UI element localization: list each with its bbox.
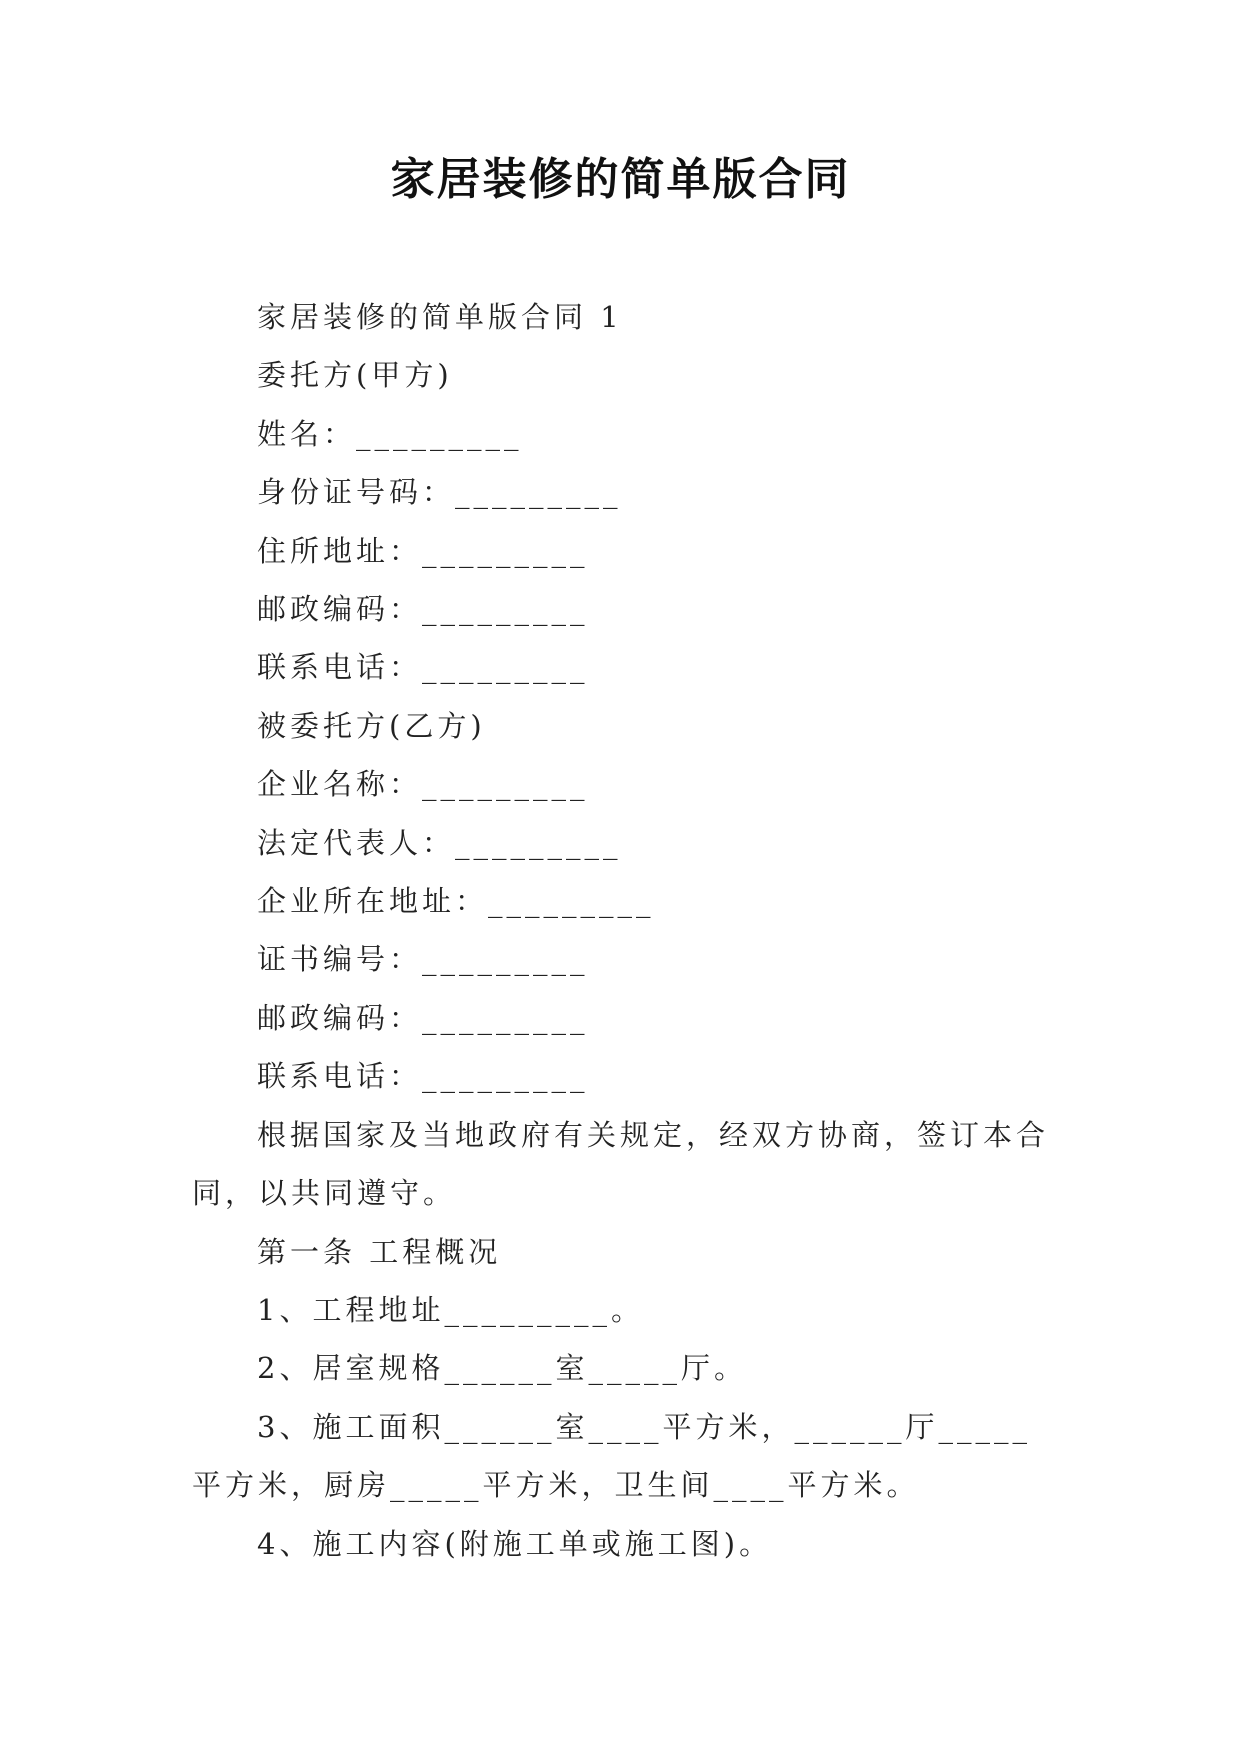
party-b-legal-rep-field: 法定代表人：_________ (257, 825, 622, 860)
document-body (192, 288, 1052, 1573)
room-spec-item: 2、居室规格______室_____厅。 (257, 1351, 747, 1386)
party-a-id-number-field: 身份证号码：_________ (257, 475, 622, 510)
party-b-company-name-field: 企业名称：_________ (257, 767, 589, 802)
party-b-address-field: 企业所在地址：_________ (257, 884, 655, 919)
party-b-phone-field: 联系电话：_________ (257, 1059, 589, 1094)
party-a-postcode-field: 邮政编码：_________ (257, 592, 589, 627)
article-one-heading: 第一条 工程概况 (257, 1234, 502, 1269)
contract-heading: 家居装修的简单版合同 1 (257, 300, 623, 334)
party-b-certificate-field: 证书编号：_________ (257, 942, 589, 977)
construction-content-item: 4、施工内容(附施工单或施工图)。 (257, 1526, 773, 1561)
construction-area-item: 3、施工面积______室____平方米，______厅_____平方米，厨房_____平方米，卫生间____平方米。 (192, 1409, 1031, 1503)
party-a-phone-field: 联系电话：_________ (257, 650, 589, 685)
agreement-paragraph: 根据国家及当地政府有关规定，经双方协商，签订本合同，以共同遵守。 (192, 1117, 1050, 1211)
party-a-address-field: 住所地址：_________ (257, 533, 589, 568)
party-a-name-field: 姓名：_________ (257, 416, 523, 451)
party-b-postcode-field: 邮政编码：_________ (257, 1000, 589, 1035)
party-a-heading: 委托方(甲方) (257, 358, 453, 393)
party-b-heading: 被委托方(乙方) (257, 708, 486, 743)
document-title: 家居装修的简单版合同 (390, 154, 851, 205)
project-address-item: 1、工程地址_________。 (257, 1292, 644, 1327)
